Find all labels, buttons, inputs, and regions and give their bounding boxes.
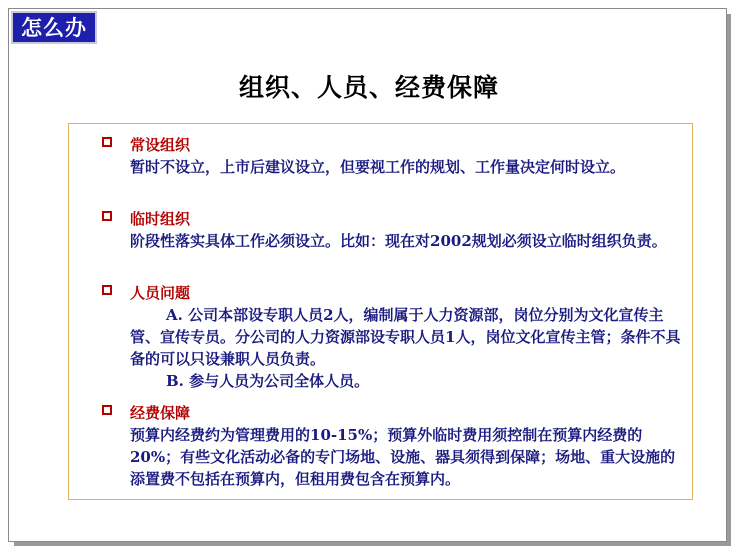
checkbox-bullet-icon [102,285,112,295]
section-tag: 怎么办 [11,11,97,44]
checkbox-bullet-icon [102,405,112,415]
section-heading: 常设组织 [130,136,191,154]
checkbox-bullet-icon [102,137,112,147]
section-text [130,304,682,392]
section-text: 阶段性落实具体工作必须设立。比如：现在对2002规划必须设立临时组织负责。 [130,232,667,250]
staffing-paragraph-a: A. 公司本部设专职人员2人，编制属于人力资源部，岗位分别为文化宣传主管、宣传专员。分公司的人力资源部设专职人员1人，岗位文化宣传主管；条件不具备的可以只设兼职人员负责。 [130,306,681,368]
checkbox-bullet-icon [102,211,112,221]
section-heading: 临时组织 [130,210,191,228]
section-text: 预算内经费约为管理费用的10-15%；预算外临时费用须控制在预算内经费的20%；有些文化活动必备的专门场地、设施、器具须得到保障；场地、重大设施的添置费不包括在预算内，但租用费包含在预算内。 [130,426,676,488]
section-heading: 经费保障 [130,404,191,422]
section-heading: 人员问题 [130,284,191,302]
section-text: 暂时不设立，上市后建议设立，但要视工作的规划、工作量决定何时设立。 [130,158,626,176]
staffing-paragraph-b: B. 参与人员为公司全体人员。 [166,372,370,390]
page-title: 组织、人员、经费保障 [238,73,499,102]
